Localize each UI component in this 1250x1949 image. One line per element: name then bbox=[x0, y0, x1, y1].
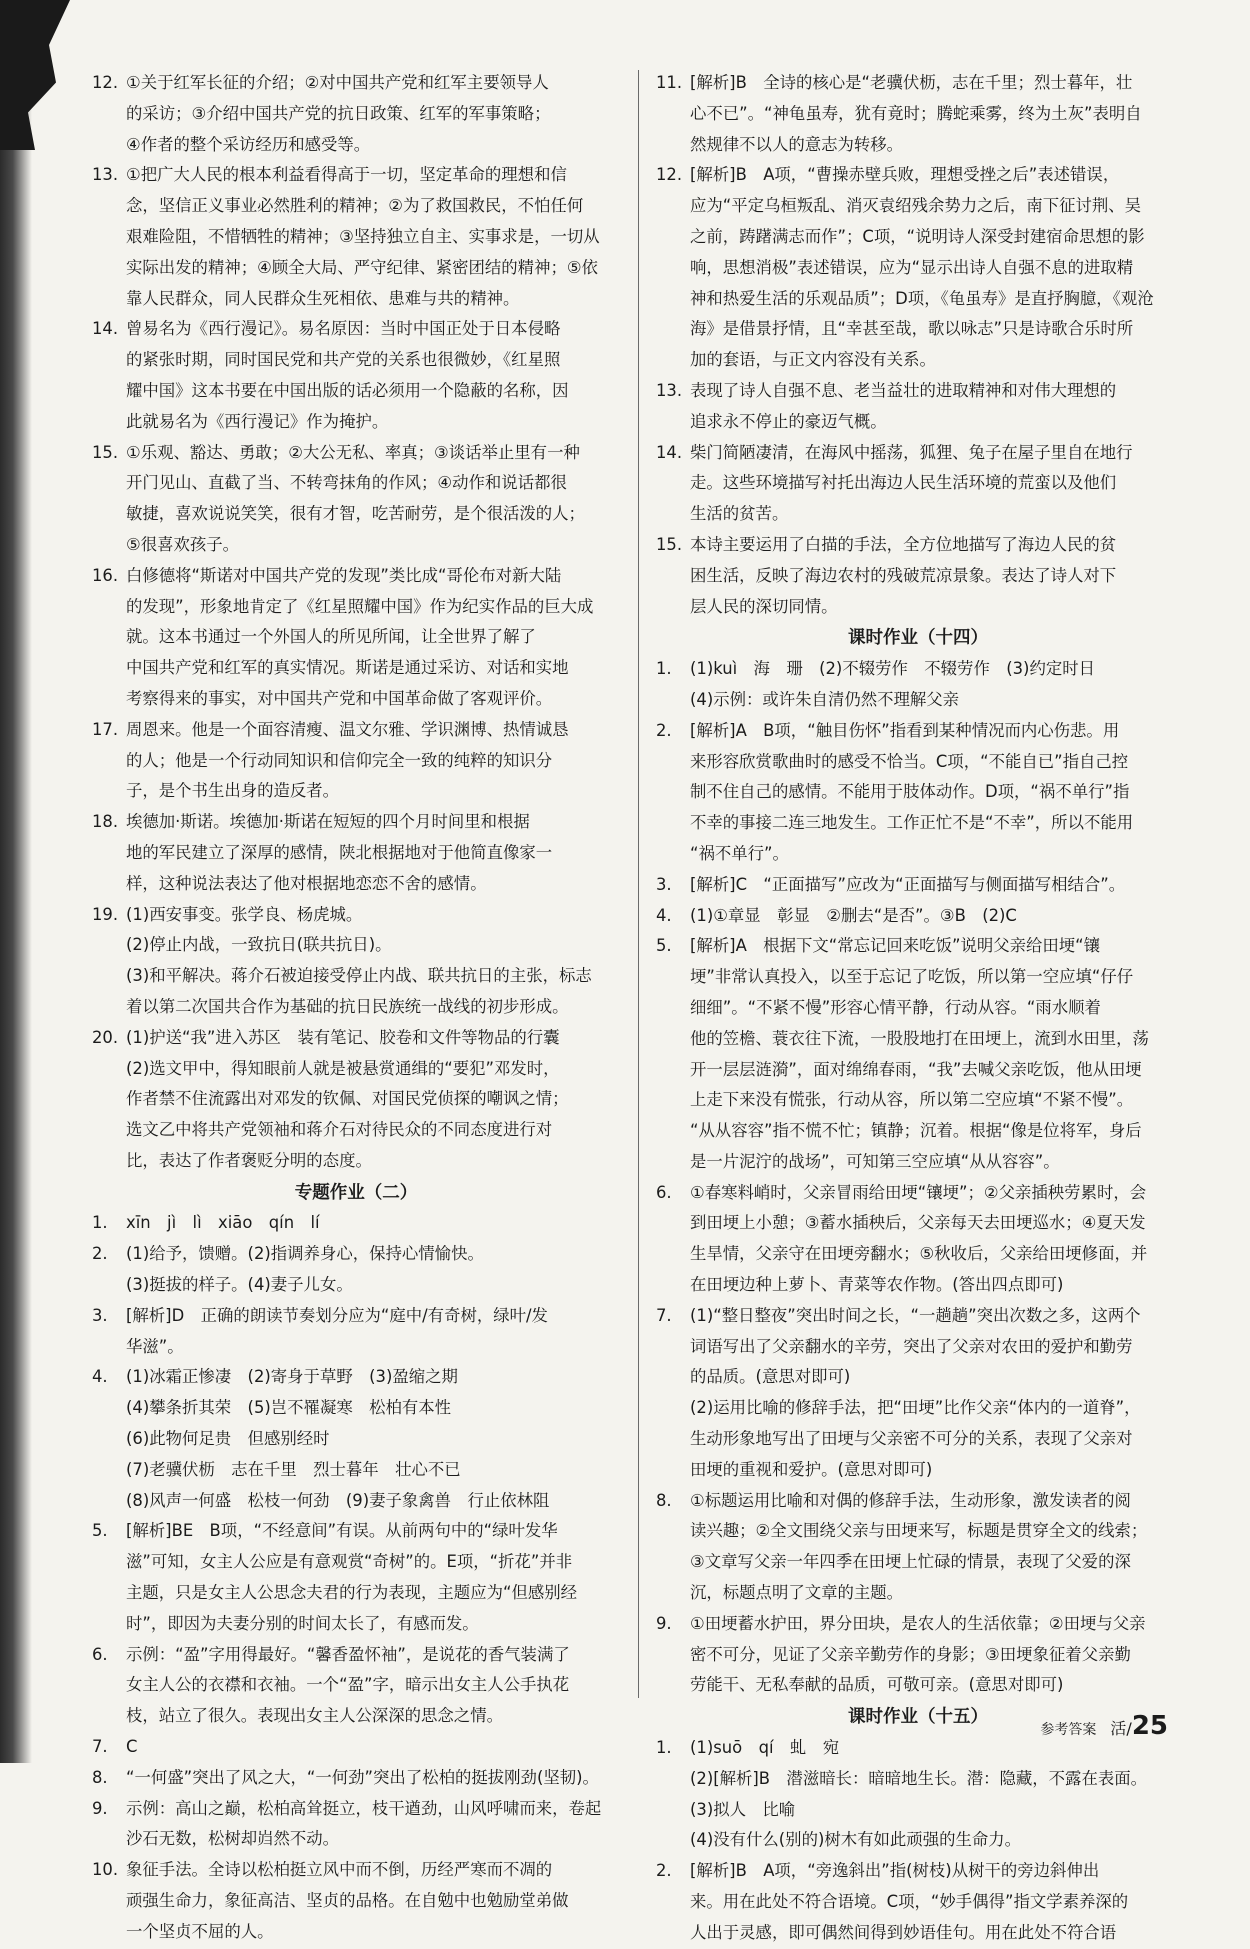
answer-line: ⑤很喜欢孩子。 bbox=[126, 534, 240, 554]
answer-line: 制不住自己的感情。不能用于肢体动作。D项，“祸不单行”指 bbox=[690, 782, 1130, 802]
answer-item bbox=[656, 901, 1180, 932]
answer-number: 8. bbox=[656, 1490, 672, 1510]
answer-line: ①乐观、豁达、勇敢；②大公无私、率真；③谈话举止里有一种 bbox=[126, 442, 580, 462]
answer-item bbox=[656, 438, 1180, 530]
answer-line: 周恩来。他是一个面容清瘦、温文尔雅、学识渊博、热情诚恳 bbox=[126, 719, 569, 739]
answer-line: [解析]B A项，“旁逸斜出”指(树枝)从树干的旁边斜伸出 bbox=[690, 1861, 1100, 1881]
answer-line: ③文章写父亲一年四季在田埂上忙碌的情景，表现了父爱的深 bbox=[690, 1552, 1131, 1572]
answer-number: 13. bbox=[92, 165, 119, 185]
answer-line: 开门见山、直截了当、不转弯抹角的作风；④动作和说话都很 bbox=[126, 473, 567, 493]
answer-line: 词语写出了父亲翻水的辛劳，突出了父亲对农田的爱护和勤劳 bbox=[690, 1336, 1133, 1356]
answer-number: 16. bbox=[92, 565, 119, 585]
answer-item bbox=[92, 1794, 620, 1856]
answer-item bbox=[92, 1239, 620, 1301]
answer-line: 实际出发的精神；④顾全大局、严守纪律、紧密团结的精神；⑤依 bbox=[126, 257, 598, 277]
answer-line: 示例：“盈”字用得最好。“馨香盈怀袖”，是说花的香气装满了 bbox=[126, 1644, 570, 1664]
answer-number: 8. bbox=[92, 1767, 108, 1787]
answer-line: 中国共产党和红军的真实情况。斯诺是通过采访、对话和实地 bbox=[126, 658, 569, 678]
section-title: 专题作业（二） bbox=[294, 1182, 418, 1203]
answer-line: 滋”可知，女主人公应是有意观赏“奇树”的。E项，“折花”并非 bbox=[126, 1552, 573, 1572]
answer-line: 靠人民群众，同人民群众生死相依、患难与共的精神。 bbox=[126, 288, 520, 308]
answer-number: 19. bbox=[92, 904, 119, 924]
answer-line: (4)攀条折其荣 (5)岂不罹凝寒 松柏有本性 bbox=[126, 1398, 452, 1418]
answer-item bbox=[92, 160, 620, 314]
answer-line: 的人；他是一个行动同知识和信仰完全一致的纯粹的知识分 bbox=[126, 750, 553, 770]
page-number: 25 bbox=[1131, 1711, 1168, 1741]
answer-line: (1)给予，馈赠。(2)指调养身心，保持心情愉快。 bbox=[126, 1244, 484, 1264]
answer-line: “从从容容”指不慌不忙；镇静；沉着。根据“像是位将军，身后 bbox=[690, 1121, 1142, 1141]
answer-line: 样，这种说法表达了他对根据地恋恋不舍的感情。 bbox=[126, 873, 487, 893]
answer-line: (4)没有什么(别的)树木有如此顽强的生命力。 bbox=[690, 1830, 1022, 1850]
answer-line: ①把广大人民的根本利益看得高于一切，坚定革命的理想和信 bbox=[126, 165, 567, 185]
answer-line: ①关于红军长征的介绍；②对中国共产党和红军主要领导人 bbox=[126, 73, 549, 92]
answer-line: 考察得来的事实，对中国共产党和中国革命做了客观评价。 bbox=[126, 688, 553, 708]
answer-line: 一个坚贞不屈的人。 bbox=[126, 1921, 274, 1941]
answer-number: 12. bbox=[656, 165, 683, 185]
column-divider bbox=[638, 70, 639, 1698]
answer-line: 顽强生命力，象征高洁、坚贞的品格。在自勉中也勉励堂弟做 bbox=[126, 1891, 569, 1911]
answer-line: 他的笠檐、蓑衣往下流，一股股地打在田埂上，流到水田里，荡 bbox=[690, 1028, 1149, 1048]
answer-line: 上走下来没有慌张，行动从容，所以第二空应填“不紧不慢”。 bbox=[690, 1090, 1134, 1110]
answer-number: 11. bbox=[656, 73, 683, 92]
footer-label: 参考答案 bbox=[1040, 1722, 1097, 1738]
answer-line: 白修德将“斯诺对中国共产党的发现”类比成“哥伦布对新大陆 bbox=[126, 565, 562, 585]
answer-item bbox=[656, 530, 1180, 622]
answer-line: 困生活，反映了海边农村的残破荒凉景象。表达了诗人对下 bbox=[690, 565, 1117, 585]
answer-line: 地的军民建立了深厚的感情，陕北根据地对于他简直像家一 bbox=[126, 842, 553, 862]
answer-line: 来形容欣赏歌曲时的感受不恰当。C项，“不能自已”指自己控 bbox=[690, 751, 1129, 771]
scan-corner-blot bbox=[0, 0, 70, 150]
answer-item bbox=[92, 1301, 620, 1363]
answer-number: 15. bbox=[92, 442, 119, 462]
answer-line: (1)西安事变。张学良、杨虎城。 bbox=[126, 904, 363, 924]
answer-number: 5. bbox=[92, 1521, 108, 1541]
answer-number: 17. bbox=[92, 719, 119, 739]
answer-line: 柴门简陋凄清，在海风中摇荡，狐狸、兔子在屋子里自在地行 bbox=[690, 442, 1133, 462]
answer-item bbox=[656, 1609, 1180, 1701]
answer-number: 3. bbox=[92, 1305, 108, 1325]
answer-number: 7. bbox=[92, 1737, 108, 1757]
answer-line: (3)和平解决。蒋介石被迫接受停止内战、联共抗日的主张，标志 bbox=[126, 966, 592, 986]
footer-mark: 活/ bbox=[1110, 1719, 1132, 1738]
answer-number: 18. bbox=[92, 812, 119, 832]
answer-line: ①标题运用比喻和对偶的修辞手法，生动形象，激发读者的阅 bbox=[690, 1490, 1131, 1510]
answer-item bbox=[92, 68, 620, 160]
answer-number: 2. bbox=[656, 720, 672, 740]
answer-line: 女主人公的衣襟和衣袖。一个“盈”字，暗示出女主人公手执花 bbox=[126, 1675, 570, 1695]
answer-item bbox=[656, 1486, 1180, 1609]
answer-item bbox=[92, 314, 620, 437]
answer-number: 3. bbox=[656, 874, 672, 894]
answer-line: 此就易名为《西行漫记》作为掩护。 bbox=[126, 411, 389, 431]
answer-line: (6)此物何足贵 但感别经时 bbox=[126, 1429, 330, 1449]
answer-number: 9. bbox=[92, 1798, 108, 1818]
answer-line: 就。这本书通过一个外国人的所见所闻，让全世界了解了 bbox=[126, 627, 536, 647]
answer-number: 9. bbox=[656, 1613, 672, 1633]
answer-item bbox=[656, 1301, 1180, 1486]
answer-line: xīn jì lì xiāo qín lí bbox=[126, 1213, 320, 1233]
answer-number: 15. bbox=[656, 534, 683, 554]
answer-number: 10. bbox=[92, 1860, 119, 1880]
answer-line: (1)冰霜正惨凄 (2)寄身于草野 (3)盈缩之期 bbox=[126, 1367, 458, 1387]
answer-line: (1)“整日整夜”突出时间之长，“一趟趟”突出次数之多，这两个 bbox=[690, 1305, 1141, 1325]
answer-line: “祸不单行”。 bbox=[690, 843, 789, 863]
answer-line: “一何盛”突出了风之大，“一何劲”突出了松柏的挺拔刚劲(坚韧)。 bbox=[126, 1767, 599, 1787]
answer-line: 生动形象地写出了田埂与父亲密不可分的关系，表现了父亲对 bbox=[690, 1429, 1133, 1449]
answer-line: (4)示例：或许朱自清仍然不理解父亲 bbox=[690, 689, 960, 709]
answer-item bbox=[92, 561, 620, 715]
answer-line: 加的套语，与正文内容没有关系。 bbox=[690, 350, 936, 370]
answer-number: 20. bbox=[92, 1027, 119, 1047]
answer-line: 读兴趣；②全文围绕父亲与田埂来写，标题是贯穿全文的线索； bbox=[690, 1521, 1148, 1541]
answer-line: (1)suō qí 虬 宛 bbox=[690, 1738, 840, 1758]
answer-line: 着以第二次国共合作为基础的抗日民族统一战线的初步形成。 bbox=[126, 996, 569, 1016]
answer-line: 敏捷，喜欢说说笑笑，很有才智，吃苦耐劳，是个很活泼的人； bbox=[126, 504, 585, 524]
answer-item bbox=[92, 1855, 620, 1947]
answer-line: 时”，即因为夫妻分别的时间太长了，有感而发。 bbox=[126, 1613, 479, 1633]
answer-line: 不幸的事接二连三地发生。工作正忙不是“不幸”，所以不能用 bbox=[690, 813, 1134, 833]
answer-line: 念，坚信正义事业必然胜利的精神；②为了救国救民，不怕任何 bbox=[126, 196, 584, 216]
answer-line: 选文乙中将共产党领袖和蒋介石对待民众的不同态度进行对 bbox=[126, 1120, 553, 1140]
answer-item bbox=[92, 715, 620, 807]
answer-line: [解析]A 根据下文“常忘记回来吃饭”说明父亲给田埂“镶 bbox=[690, 936, 1101, 956]
answer-line: 追求永不停止的豪迈气概。 bbox=[690, 411, 887, 431]
answer-line: 是一片泥泞的战场”，可知第三空应填“从从容容”。 bbox=[690, 1151, 1060, 1171]
answer-number: 6. bbox=[656, 1182, 672, 1202]
answer-line: 人出于灵感，即可偶然间得到妙语佳句。用在此处不符合语 bbox=[690, 1922, 1117, 1942]
answer-item bbox=[92, 1023, 620, 1177]
answer-line: 沙石无数，松树却岿然不动。 bbox=[126, 1829, 340, 1849]
answer-line: 沉，标题点明了文章的主题。 bbox=[690, 1583, 904, 1603]
answer-number: 14. bbox=[656, 442, 683, 462]
scan-shadow-edge bbox=[0, 0, 32, 1763]
answer-number: 2. bbox=[92, 1244, 108, 1264]
answer-number: 6. bbox=[92, 1644, 108, 1664]
answer-number: 14. bbox=[92, 319, 119, 339]
answer-line: 密不可分，见证了父亲辛勤劳作的身影；③田埂象征着父亲勤 bbox=[690, 1644, 1131, 1664]
answer-line: 劳能干、无私奉献的品质，可敬可亲。(意思对即可) bbox=[690, 1675, 1064, 1695]
answer-line: (2)[解析]B 潜滋暗长：暗暗地生长。潜：隐藏，不露在表面。 bbox=[690, 1768, 1148, 1788]
answer-number: 2. bbox=[656, 1861, 672, 1881]
right-column bbox=[656, 68, 1180, 1949]
left-column bbox=[92, 68, 620, 1948]
answer-item bbox=[92, 1362, 620, 1516]
answer-line: 华滋”。 bbox=[126, 1336, 184, 1356]
answer-line: [解析]B 全诗的核心是“老骥伏枥，志在千里；烈士暮年，壮 bbox=[690, 73, 1133, 92]
answer-line: (1)护送“我”进入苏区 装有笔记、胶卷和文件等物品的行囊 bbox=[126, 1027, 560, 1047]
answer-line: 示例：高山之巅，松柏高耸挺立，枝干遒劲，山风呼啸而来，卷起 bbox=[126, 1798, 602, 1818]
answer-line: 的发现”，形象地肯定了《红星照耀中国》作为纪实作品的巨大成 bbox=[126, 596, 594, 616]
answer-line: 海》是借景抒情，且“幸甚至哉，歌以咏志”只是诗歌合乐时所 bbox=[690, 319, 1134, 339]
answer-line: (2)运用比喻的修辞手法，把“田埂”比作父亲“体内的一道脊”， bbox=[690, 1398, 1141, 1418]
answer-item bbox=[656, 1733, 1180, 1856]
answer-line: 然规律不以人的意志为转移。 bbox=[690, 134, 904, 154]
answer-line: (1)kuì 海 珊 (2)不辍劳作 不辍劳作 (3)约定时日 bbox=[690, 659, 1096, 679]
answer-item bbox=[92, 807, 620, 899]
answer-number: 7. bbox=[656, 1305, 672, 1325]
answer-item bbox=[92, 1516, 620, 1639]
answer-item bbox=[656, 160, 1180, 376]
answer-line: C bbox=[126, 1737, 138, 1757]
answer-line: ①田埂蓄水护田，界分田块，是农人的生活依靠；②田埂与父亲 bbox=[690, 1613, 1146, 1633]
answer-line: 应为“平定乌桓叛乱、消灭袁绍残余势力之后，南下征讨荆、吴 bbox=[690, 196, 1142, 216]
answer-item bbox=[656, 870, 1180, 901]
answer-item bbox=[656, 1856, 1180, 1948]
answer-line: 艰难险阻，不惜牺牲的精神；③坚持独立自主、实事求是，一切从 bbox=[126, 226, 600, 246]
answer-item bbox=[656, 68, 1180, 160]
answer-line: 田埂的重视和爱护。(意思对即可) bbox=[690, 1459, 933, 1479]
answer-line: ①春寒料峭时，父亲冒雨给田埂“镶埂”；②父亲插秧劳累时，会 bbox=[690, 1182, 1147, 1202]
answer-line: (3)拟人 比喻 bbox=[690, 1799, 796, 1819]
answer-number: 4. bbox=[656, 905, 672, 925]
answer-item bbox=[656, 1178, 1180, 1301]
answer-line: 本诗主要运用了白描的手法，全方位地描写了海边人民的贫 bbox=[690, 534, 1117, 554]
answer-item bbox=[92, 1732, 620, 1763]
answer-line: 神和热爱生活的乐观品质”；D项，《龟虽寿》是直抒胸臆，《观沧 bbox=[690, 288, 1154, 308]
answer-line: 子，是个书生出身的造反者。 bbox=[126, 781, 340, 801]
answer-line: [解析]B A项，“曹操赤壁兵败，理想受挫之后”表述错误， bbox=[690, 165, 1120, 185]
answer-line: [解析]C “正面描写”应改为“正面描写与侧面描写相结合”。 bbox=[690, 874, 1126, 894]
answer-line: 的采访；③介绍中国共产党的抗日政策、红军的军事策略； bbox=[126, 103, 551, 123]
answer-number: 12. bbox=[92, 73, 119, 92]
answer-line: 来。用在此处不符合语境。C项，“妙手偶得”指文学素养深的 bbox=[690, 1892, 1129, 1912]
answer-item bbox=[656, 931, 1180, 1177]
answer-line: 象征手法。全诗以松柏挺立风中而不倒，历经严寒而不凋的 bbox=[126, 1860, 553, 1880]
answer-number: 1. bbox=[656, 659, 672, 679]
answer-line: (7)老骥伏枥 志在千里 烈士暮年 壮心不已 bbox=[126, 1459, 461, 1479]
answer-line: 主题，只是女主人公思念夫君的行为表现，主题应为“但感别经 bbox=[126, 1583, 578, 1603]
answer-number: 13. bbox=[656, 380, 683, 400]
answer-line: 表现了诗人自强不息、老当益壮的进取精神和对伟大理想的 bbox=[690, 380, 1117, 400]
answer-item bbox=[656, 376, 1180, 438]
answer-line: (8)风声一何盛 松枝一何劲 (9)妻子象禽兽 行止依林阻 bbox=[126, 1490, 550, 1510]
answer-line: (2)选文甲中，得知眼前人就是被悬赏通缉的“要犯”邓发时， bbox=[126, 1058, 560, 1078]
answer-line: 埃德加·斯诺。埃德加·斯诺在短短的四个月时间里和根据 bbox=[126, 812, 530, 832]
section-title: 课时作业（十四） bbox=[848, 628, 988, 649]
answer-item bbox=[92, 1640, 620, 1732]
answer-line: (3)挺拔的样子。(4)妻子儿女。 bbox=[126, 1275, 353, 1295]
page-footer bbox=[1040, 1711, 1168, 1741]
answer-item bbox=[92, 438, 620, 561]
answer-number: 4. bbox=[92, 1367, 108, 1387]
answer-number: 1. bbox=[656, 1738, 672, 1758]
answer-line: [解析]A B项，“触目伤怀”指看到某种情况而内心伤悲。用 bbox=[690, 720, 1120, 740]
answer-line: 的品质。(意思对即可) bbox=[690, 1367, 851, 1387]
answer-line: 的紧张时期，同时国民党和共产党的关系也很微妙，《红星照 bbox=[126, 350, 561, 370]
answer-line: 走。这些环境描写衬托出海边人民生活环境的荒蛮以及他们 bbox=[690, 473, 1117, 493]
answer-line: 层人民的深切同情。 bbox=[690, 596, 838, 616]
answer-line: 埂”非常认真投入，以至于忘记了吃饭，所以第一空应填“仔仔 bbox=[690, 967, 1134, 987]
answer-line: 之前，踌躇满志而作”；C项，“说明诗人深受封建宿命思想的影 bbox=[690, 226, 1145, 246]
answer-line: 枝，站立了很久。表现出女主人公深深的思念之情。 bbox=[126, 1706, 503, 1726]
answer-item bbox=[92, 1208, 620, 1239]
answer-line: (2)停止内战，一致抗日(联共抗日)。 bbox=[126, 935, 392, 955]
answer-item bbox=[656, 654, 1180, 716]
answer-line: 作者禁不住流露出对邓发的钦佩、对国民党侦探的嘲讽之情； bbox=[126, 1089, 569, 1109]
answer-line: (1)①章显 彰显 ②删去“是否”。③B (2)C bbox=[690, 905, 1017, 925]
answer-line: 耀中国》这本书要在中国出版的话必须用一个隐蔽的名称，因 bbox=[126, 380, 569, 400]
answer-line: 到田埂上小憩；③蓄水插秧后，父亲每天去田埂巡水；④夏天发 bbox=[690, 1213, 1146, 1233]
section-title: 课时作业（十五） bbox=[848, 1707, 988, 1728]
answer-line: 生旱情，父亲守在田埂旁翻水；⑤秋收后，父亲给田埂修面，并 bbox=[690, 1244, 1148, 1264]
answer-item bbox=[92, 900, 620, 1023]
answer-line: 细细”。“不紧不慢”形容心情平静，行动从容。“雨水顺着 bbox=[690, 997, 1101, 1017]
answer-item bbox=[92, 1763, 620, 1794]
answer-number: 5. bbox=[656, 936, 672, 956]
answer-line: [解析]D 正确的朗读节奏划分应为“庭中/有奇树，绿叶/发 bbox=[126, 1305, 548, 1325]
answer-line: 响，思想消极”表述错误，应为“显示出诗人自强不息的进取精 bbox=[690, 257, 1134, 277]
answer-item bbox=[656, 716, 1180, 870]
answer-line: 心不已”。“神龟虽寿，犹有竟时；腾蛇乘雾，终为土灰”表明自 bbox=[690, 103, 1142, 123]
answer-line: [解析]BE B项，“不经意间”有误。从前两句中的“绿叶发华 bbox=[126, 1521, 558, 1541]
answer-line: 曾易名为《西行漫记》。易名原因：当时中国正处于日本侵略 bbox=[126, 319, 561, 339]
answer-line: 在田埂边种上萝卜、青菜等农作物。(答出四点即可) bbox=[690, 1275, 1064, 1295]
answer-number: 1. bbox=[92, 1213, 108, 1233]
answer-line: 开一层层涟漪”，面对绵绵春雨，“我”去喊父亲吃饭，他从田埂 bbox=[690, 1059, 1142, 1079]
answer-line: 生活的贫苦。 bbox=[690, 504, 789, 524]
answer-line: 比，表达了作者褒贬分明的态度。 bbox=[126, 1150, 372, 1170]
answer-line: ④作者的整个采访经历和感受等。 bbox=[126, 134, 371, 154]
